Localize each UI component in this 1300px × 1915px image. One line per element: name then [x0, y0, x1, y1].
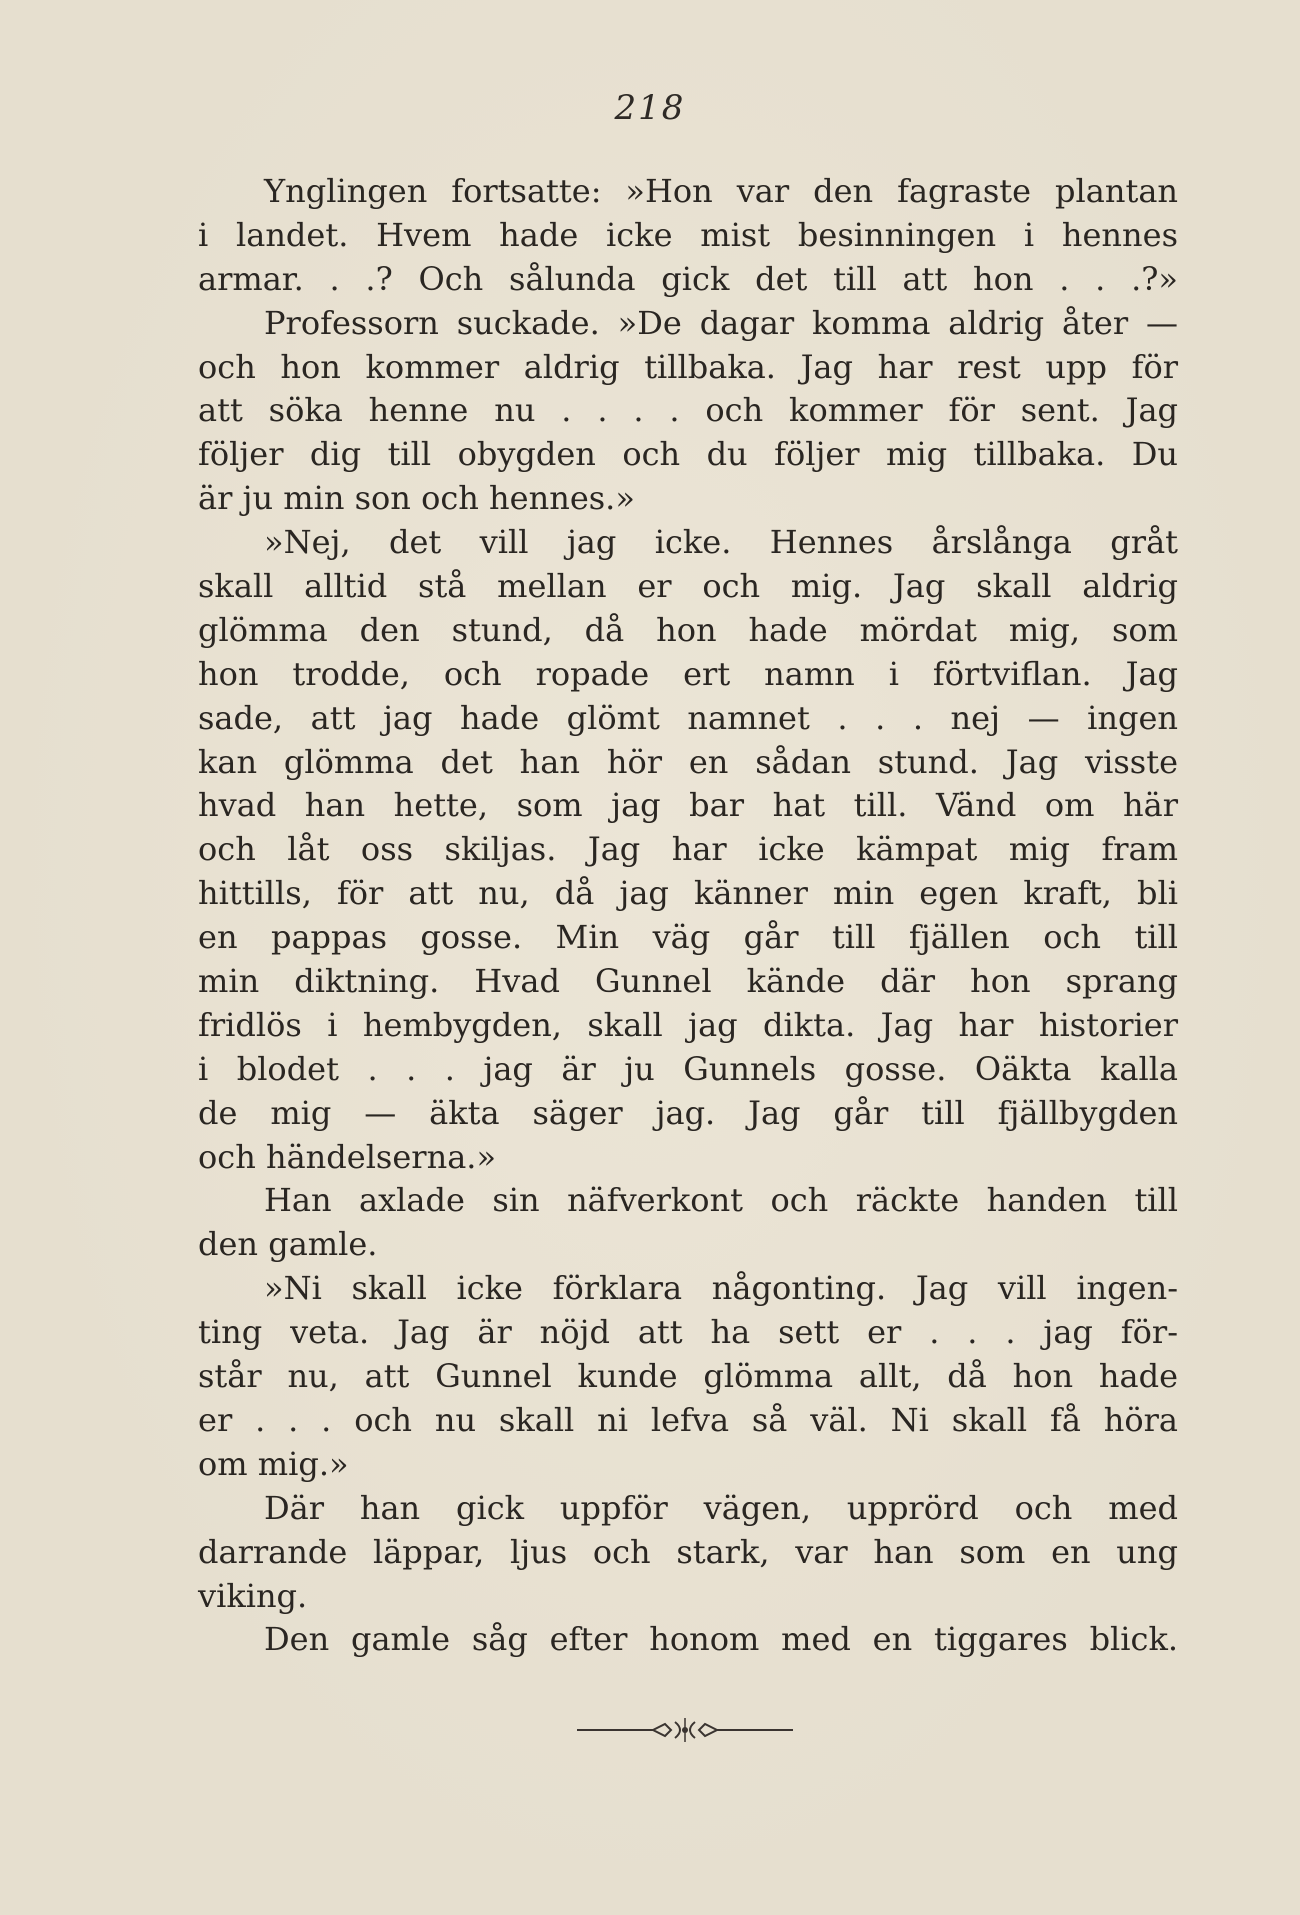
text-line: ting veta. Jag är nöjd att ha sett er . . . jag för-	[198, 1313, 1178, 1352]
text-line: fridlös i hembygden, skall jag dikta. Jag har historier	[198, 1005, 1178, 1044]
ornamental-divider-icon	[575, 1714, 795, 1744]
text-line: Ynglingen fortsatte: »Hon var den fagraste plantan	[264, 172, 1178, 210]
text-line: följer dig till obygden och du följer mig tillbaka. Du	[198, 435, 1178, 474]
text-line: en pappas gosse. Min väg går till fjällen och till	[198, 918, 1178, 957]
text-line: och hon kommer aldrig tillbaka. Jag har rest upp för	[198, 347, 1178, 386]
text-line: Den gamle såg efter honom med en tiggares blick.	[264, 1620, 1178, 1659]
text-line: att söka henne nu . . . . och kommer för sent. Jag	[198, 391, 1178, 430]
text-line: i blodet . . . jag är ju Gunnels gosse. Oäkta kalla	[198, 1049, 1178, 1088]
text-line: »Ni skall icke förklara någonting. Jag vill ingen-	[264, 1269, 1178, 1308]
page-number: 218	[614, 88, 686, 128]
text-line: står nu, att Gunnel kunde glömma allt, då hon hade	[198, 1357, 1178, 1396]
text-line: min diktning. Hvad Gunnel kände där hon sprang	[198, 962, 1178, 1001]
body-text	[198, 170, 1178, 1662]
text-line: hvad han hette, som jag bar hat till. Vänd om här	[198, 786, 1178, 825]
text-line: sade, att jag hade glömt namnet . . . nej — ingen	[198, 698, 1178, 737]
text-line: i landet. Hvem hade icke mist besinningen i hennes	[198, 215, 1178, 254]
text-line: armar. . .? Och sålunda gick det till att hon . . .?»	[198, 259, 1178, 298]
text-line: »Nej, det vill jag icke. Hennes årslånga gråt	[264, 523, 1178, 562]
text-line: kan glömma det han hör en sådan stund. Jag visste	[198, 742, 1178, 781]
text-line: om mig.»	[198, 1444, 349, 1483]
text-line: Professorn suckade. »De dagar komma aldrig åter —	[264, 303, 1178, 342]
text-line: skall alltid stå mellan er och mig. Jag skall aldrig	[198, 567, 1178, 606]
text-line: glömma den stund, då hon hade mördat mig, som	[198, 610, 1178, 649]
text-line: är ju min son och hennes.»	[198, 479, 635, 518]
text-line: och händelserna.»	[198, 1137, 497, 1176]
text-line: Han axlade sin näfverkont och räckte handen till	[264, 1181, 1178, 1220]
text-line: viking.	[198, 1576, 308, 1615]
text-line: den gamle.	[198, 1225, 378, 1264]
text-line: darrande läppar, ljus och stark, var han som en ung	[198, 1532, 1178, 1571]
text-line: de mig — äkta säger jag. Jag går till fjällbygden	[198, 1093, 1178, 1132]
text-line: hon trodde, och ropade ert namn i förtviflan. Jag	[198, 654, 1178, 693]
text-line: Där han gick uppför vägen, upprörd och med	[264, 1488, 1178, 1527]
text-line: er . . . och nu skall ni lefva så väl. Ni skall få höra	[198, 1400, 1178, 1439]
text-line: och låt oss skiljas. Jag har icke kämpat mig fram	[198, 830, 1178, 869]
text-line: hittills, för att nu, då jag känner min egen kraft, bli	[198, 874, 1178, 913]
